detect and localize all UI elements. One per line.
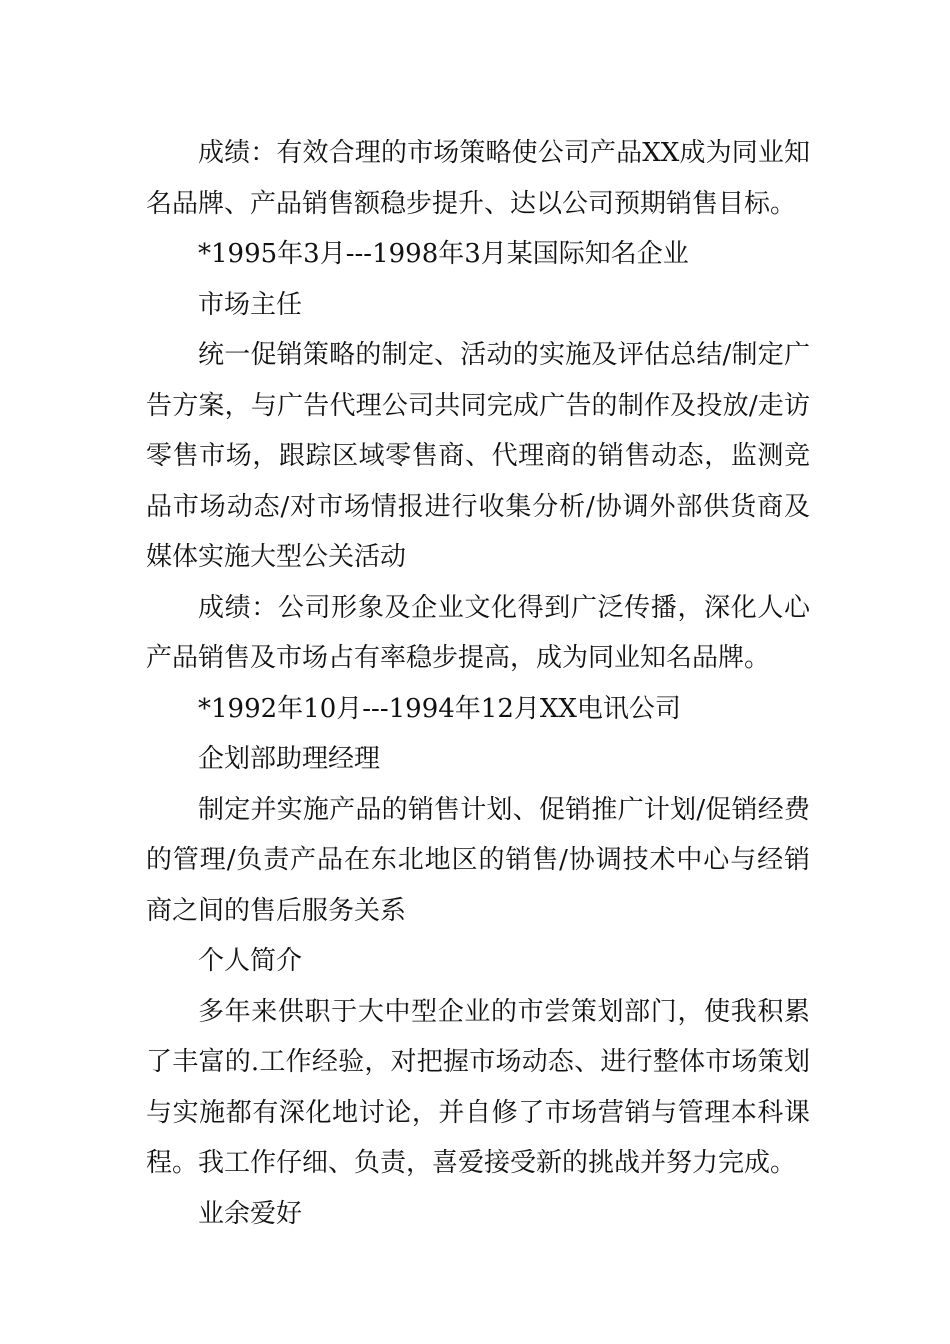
document-body bbox=[146, 128, 810, 1239]
paragraph-job-title-1: 市场主任 bbox=[198, 289, 303, 320]
paragraph-job-duties-2: 制定并实施产品的销售计划、促销推广计划/促销经费的管理/负责产品在东北地区的销售/协调技术中心与经销商之间的售后服务关系 bbox=[146, 794, 810, 926]
paragraph-profile: 多年来供职于大中型企业的市尝策划部门，使我积累了丰富的.工作经验，对把握市场动态、进行整体市场策划与实施都有深化地讨论，并自修了市场营销与管理本科课程。我工作仔细、负责，喜爱接受新的挑战并努力完成。 bbox=[146, 996, 810, 1178]
section-heading-hobbies: 业余爱好 bbox=[198, 1198, 303, 1229]
section-heading-profile: 个人简介 bbox=[198, 946, 303, 976]
paragraph-achievement-1: 成绩：有效合理的市场策略使公司产品XX成为同业知名品牌、产品销售额稳步提升、达以公司预期销售目标。 bbox=[146, 138, 810, 219]
paragraph-job-period-2: *1992年10月---1994年12月XX电讯公司 bbox=[198, 693, 681, 724]
paragraph-job-period-1: *1995年3月---1998年3月某国际知名企业 bbox=[198, 239, 689, 269]
paragraph-job-title-2: 企划部助理经理 bbox=[198, 744, 381, 774]
paragraph-job-duties-1: 统一促销策略的制定、活动的实施及评估总结/制定广告方案，与广告代理公司共同完成广告的制作及投放/走访零售市场，跟踪区域零售商、代理商的销售动态，监测竞品市场动态/对市场情报进行收集分析/协调外部供货商及媒体实施大型公关活动 bbox=[146, 340, 810, 572]
paragraph-achievement-2: 成绩：公司形象及企业文化得到广泛传播，深化人心产品销售及市场占有率稳步提高，成为同业知名品牌。 bbox=[146, 592, 810, 673]
